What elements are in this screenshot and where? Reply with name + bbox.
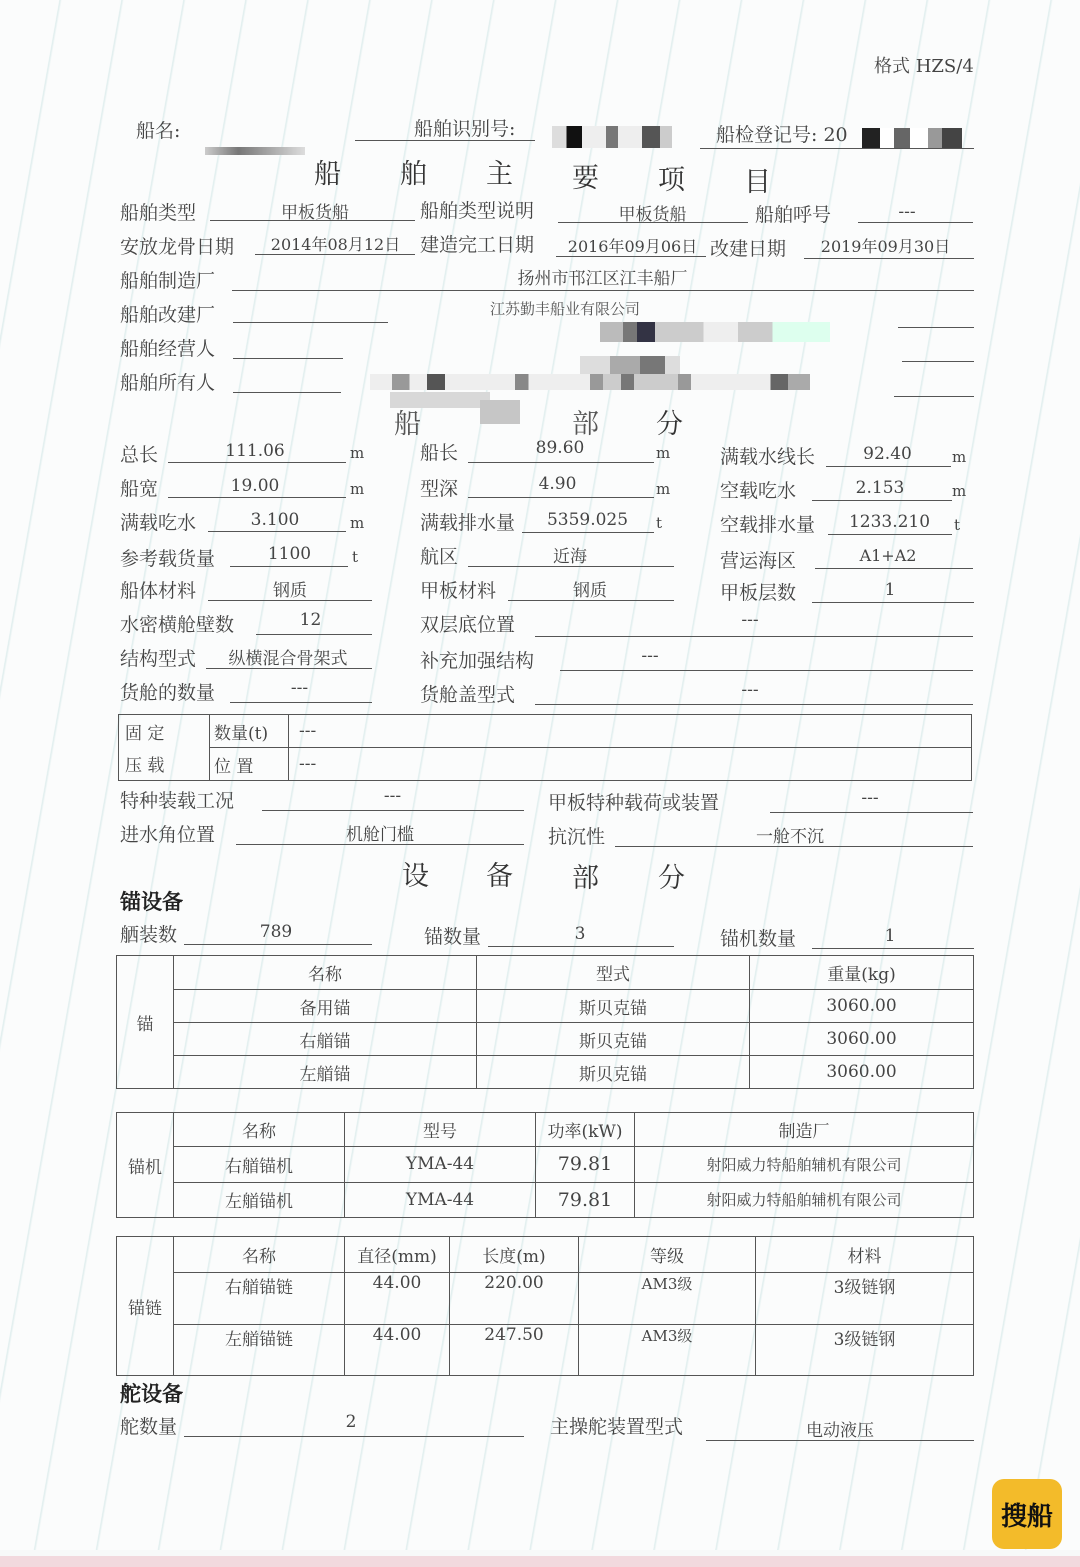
anchor-weight: 3060.00 xyxy=(750,1056,974,1089)
chains-header-length: 长度(m) xyxy=(450,1237,579,1273)
deck-material-underline xyxy=(508,600,674,601)
rudder-count-label: 舵数量 xyxy=(120,1416,178,1438)
holds-underline xyxy=(230,702,372,703)
lwl-underline xyxy=(826,466,951,467)
table-row xyxy=(117,1023,974,1056)
ship-type-value: 甲板货船 xyxy=(281,203,349,223)
redacted-hull-title xyxy=(480,400,520,424)
call-sign-value: --- xyxy=(898,202,916,222)
anchor-type: 斯贝克锚 xyxy=(477,1023,750,1056)
full-displacement-label: 满载排水量 xyxy=(420,512,516,534)
windlass-model: YMA-44 xyxy=(345,1147,536,1183)
full-draft-value: 3.100 xyxy=(250,510,300,530)
chain-length: 247.50 xyxy=(450,1324,579,1376)
anchor-count-label: 锚数量 xyxy=(424,926,482,948)
windlass-power: 79.81 xyxy=(536,1147,635,1183)
structure-label: 结构型式 xyxy=(120,648,197,670)
deck-material-value: 钢质 xyxy=(573,581,607,601)
ballast-label-bottom: 压 载 xyxy=(119,748,210,781)
ref-cargo-value: 1100 xyxy=(267,544,312,564)
chains-table xyxy=(116,1236,974,1376)
equipment-number-underline xyxy=(184,944,372,945)
reinforcement-label: 补充加强结构 xyxy=(420,650,535,672)
ref-cargo-label: 参考载货量 xyxy=(120,548,216,570)
main-title-6: 目 xyxy=(744,167,771,198)
chain-material: 3级链钢 xyxy=(756,1324,974,1376)
table-row xyxy=(117,1324,974,1376)
depth-value: 4.90 xyxy=(538,474,577,494)
rebuilder-value: 江苏勤丰船业有限公司 xyxy=(490,300,641,318)
chain-diameter: 44.00 xyxy=(345,1324,450,1376)
operator-label: 船舶经营人 xyxy=(120,338,216,360)
anchor-type: 斯贝克锚 xyxy=(477,1056,750,1089)
rebuilder-underline xyxy=(233,322,388,323)
hull-material-value: 钢质 xyxy=(273,581,307,601)
chains-group-label: 锚链 xyxy=(117,1237,174,1376)
chain-length: 220.00 xyxy=(450,1273,579,1325)
bulkheads-underline xyxy=(256,634,372,635)
navigation-area-value: 近海 xyxy=(553,547,587,567)
bulkheads-label: 水密横舱壁数 xyxy=(120,614,235,636)
windlasses-header-power: 功率(kW) xyxy=(536,1113,635,1147)
anchors-header-weight: 重量(kg) xyxy=(750,956,974,990)
windlass-name: 右艏锚机 xyxy=(174,1147,345,1183)
light-displacement-label: 空载排水量 xyxy=(720,514,816,536)
redacted-operator xyxy=(600,322,830,342)
redacted-ship-id xyxy=(552,126,672,148)
chains-header-name: 名称 xyxy=(174,1237,345,1273)
ballast-pos-label: 位 置 xyxy=(210,748,289,781)
double-bottom-value: --- xyxy=(741,610,759,630)
ballast-label-top: 固 定 xyxy=(119,715,210,748)
holds-label: 货舱的数量 xyxy=(120,682,216,704)
owner-underline xyxy=(233,392,341,393)
ballast-pos-value: --- xyxy=(289,748,972,781)
equipment-title-3: 部 xyxy=(572,863,599,894)
flooding-point-underline xyxy=(236,844,524,845)
windlasses-header-maker: 制造厂 xyxy=(635,1113,974,1147)
breadth-value: 19.00 xyxy=(230,476,280,496)
deck-count-underline xyxy=(812,602,974,603)
completion-date-label: 建造完工日期 xyxy=(420,234,535,256)
hull-material-underline xyxy=(208,600,372,601)
hatch-type-underline xyxy=(535,704,973,705)
operating-area-value: A1+A2 xyxy=(859,546,917,565)
unsinkability-label: 抗沉性 xyxy=(548,826,606,848)
rudder-equipment-heading: 舵设备 xyxy=(120,1382,183,1406)
ballast-qty-value: --- xyxy=(289,715,972,748)
deck-special-label: 甲板特种载荷或装置 xyxy=(548,792,720,814)
full-draft-label: 满载吃水 xyxy=(120,512,197,534)
chain-name: 右艏锚链 xyxy=(174,1273,345,1325)
windlass-count-underline xyxy=(812,948,974,949)
keel-date-label: 安放龙骨日期 xyxy=(120,236,235,258)
owner-label: 船舶所有人 xyxy=(120,372,216,394)
deck-special-underline xyxy=(770,812,973,813)
steering-type-value: 电动液压 xyxy=(806,1421,874,1441)
lbp-underline xyxy=(468,462,654,463)
reinforcement-underline xyxy=(560,670,973,671)
anchor-name: 左艏锚 xyxy=(174,1056,477,1089)
redacted-operator-2 xyxy=(580,356,680,374)
lwl-value: 92.40 xyxy=(863,444,912,464)
windlasses-group-label: 锚机 xyxy=(117,1113,174,1218)
loa-unit: m xyxy=(350,444,365,462)
deck-count-label: 甲板层数 xyxy=(720,582,797,604)
main-title-4: 要 xyxy=(572,163,599,194)
ship-type-desc-underline xyxy=(558,222,748,223)
depth-label: 型深 xyxy=(420,478,459,500)
light-displacement-underline xyxy=(828,534,952,535)
table-row xyxy=(117,1147,974,1183)
windlass-power: 79.81 xyxy=(536,1182,635,1218)
special-loading-value: --- xyxy=(383,786,402,806)
unsinkability-value: 一舱不沉 xyxy=(756,827,824,847)
main-title-1: 船 xyxy=(314,159,341,190)
hull-title-1: 船 xyxy=(394,409,421,440)
anchors-header-type: 型式 xyxy=(477,956,750,990)
table-row xyxy=(117,1182,974,1218)
hatch-type-label: 货舱盖型式 xyxy=(420,684,516,706)
steering-type-underline xyxy=(706,1440,974,1441)
builder-underline xyxy=(232,290,974,291)
breadth-underline xyxy=(168,497,346,498)
double-bottom-label: 双层底位置 xyxy=(420,614,516,636)
ship-name-label: 船名: xyxy=(136,120,181,142)
table-row xyxy=(117,990,974,1023)
anchor-type: 斯贝克锚 xyxy=(477,990,750,1023)
ship-type-desc-label: 船舶类型说明 xyxy=(420,200,535,222)
rebuild-date-underline xyxy=(804,258,974,259)
ref-cargo-unit: t xyxy=(352,548,359,566)
hatch-type-value: --- xyxy=(741,680,759,700)
table-row xyxy=(117,1056,974,1089)
hull-material-label: 船体材料 xyxy=(120,580,197,602)
chain-diameter: 44.00 xyxy=(345,1273,450,1325)
ship-type-desc-value: 甲板货船 xyxy=(618,205,687,225)
light-draft-unit: m xyxy=(952,482,967,500)
redacted-ship-name xyxy=(205,147,305,155)
windlass-count-label: 锚机数量 xyxy=(720,928,797,950)
windlasses-header-model: 型号 xyxy=(345,1113,536,1147)
chain-material: 3级链钢 xyxy=(756,1273,974,1325)
rebuilder-underline-right xyxy=(898,327,974,328)
anchor-name: 右艏锚 xyxy=(174,1023,477,1056)
windlass-name: 左艏锚机 xyxy=(174,1182,345,1218)
navigation-area-label: 航区 xyxy=(420,546,459,568)
windlass-maker: 射阳威力特船舶辅机有限公司 xyxy=(635,1182,974,1218)
builder-value: 扬州市邗江区江丰船厂 xyxy=(517,269,688,289)
full-displacement-underline xyxy=(522,532,654,533)
rudder-count-value: 2 xyxy=(345,1412,357,1432)
navigation-area-underline xyxy=(468,566,674,567)
call-sign-underline xyxy=(858,222,973,223)
equipment-title-2: 备 xyxy=(486,861,513,892)
chain-grade: AM3级 xyxy=(579,1324,756,1376)
registration-label: 船检登记号: 20 xyxy=(716,124,848,146)
rebuild-date-value: 2019年09月30日 xyxy=(820,237,951,256)
table-row xyxy=(117,1273,974,1325)
full-displacement-value: 5359.025 xyxy=(546,510,629,530)
hull-title-3: 部 xyxy=(572,409,599,440)
anchor-weight: 3060.00 xyxy=(750,1023,974,1056)
chains-header-diameter: 直径(mm) xyxy=(345,1237,450,1273)
format-code: 格式 HZS/4 xyxy=(874,56,974,77)
flooding-point-label: 进水角位置 xyxy=(120,824,216,846)
operator-underline xyxy=(233,358,343,359)
bulkheads-value: 12 xyxy=(299,610,322,630)
light-displacement-value: 1233.210 xyxy=(848,512,931,532)
light-displacement-unit: t xyxy=(954,516,961,534)
ballast-qty-label: 数量(t) xyxy=(210,715,289,748)
equipment-number-label: 舾装数 xyxy=(120,924,178,946)
redacted-registration xyxy=(862,128,962,148)
main-title-3: 主 xyxy=(486,159,513,190)
chain-name: 左艏锚链 xyxy=(174,1324,345,1376)
light-draft-value: 2.153 xyxy=(855,478,905,498)
lwl-label: 满载水线长 xyxy=(720,446,816,468)
deck-special-value: --- xyxy=(861,788,879,808)
anchors-header-name: 名称 xyxy=(174,956,477,990)
breadth-unit: m xyxy=(350,480,365,498)
ship-type-underline xyxy=(210,220,415,221)
ref-cargo-underline xyxy=(230,566,348,567)
completion-date-value: 2016年09月06日 xyxy=(567,237,698,256)
special-loading-label: 特种装载工况 xyxy=(120,790,235,812)
keel-date-underline xyxy=(255,254,415,255)
anchors-group-label: 锚 xyxy=(117,956,174,1089)
owner-underline-right xyxy=(894,396,974,397)
anchor-count-underline xyxy=(488,946,674,947)
equipment-title-1: 设 xyxy=(402,861,429,892)
hull-title-4: 分 xyxy=(656,409,683,440)
rebuild-date-label: 改建日期 xyxy=(710,238,787,260)
deck-material-label: 甲板材料 xyxy=(420,580,497,602)
special-loading-underline xyxy=(262,810,524,811)
anchor-name: 备用锚 xyxy=(174,990,477,1023)
anchor-count-value: 3 xyxy=(574,924,586,944)
rudder-count-underline xyxy=(184,1436,524,1437)
chains-header-material: 材料 xyxy=(756,1237,974,1273)
operating-area-underline xyxy=(815,568,973,569)
flooding-point-value: 机舱门槛 xyxy=(346,825,414,845)
ship-id-label: 船舶识别号: xyxy=(414,118,516,140)
equipment-title-4: 分 xyxy=(658,863,685,894)
full-draft-unit: m xyxy=(350,514,365,532)
loa-label: 总长 xyxy=(120,444,159,466)
completion-date-underline xyxy=(556,256,706,257)
anchor-weight: 3060.00 xyxy=(750,990,974,1023)
full-displacement-unit: t xyxy=(656,514,663,532)
registration-underline xyxy=(700,148,974,149)
loa-value: 111.06 xyxy=(225,441,285,461)
page-bottom-edge xyxy=(0,1556,1080,1567)
anchors-table xyxy=(116,955,974,1089)
keel-date-value: 2014年08月12日 xyxy=(270,235,401,254)
windlass-maker: 射阳威力特船舶辅机有限公司 xyxy=(635,1147,974,1183)
anchor-equipment-heading: 锚设备 xyxy=(120,890,183,914)
main-title-2: 舶 xyxy=(400,159,427,190)
ship-type-label: 船舶类型 xyxy=(120,202,197,224)
reinforcement-value: --- xyxy=(641,646,659,666)
main-title-5: 项 xyxy=(658,165,685,196)
lbp-value: 89.60 xyxy=(535,438,585,458)
double-bottom-underline xyxy=(535,636,973,637)
loa-underline xyxy=(168,462,346,463)
call-sign-label: 船舶呼号 xyxy=(755,204,832,226)
windlass-model: YMA-44 xyxy=(345,1182,536,1218)
operator-underline-right xyxy=(902,361,974,362)
unsinkability-underline xyxy=(615,846,973,847)
lbp-label: 船长 xyxy=(420,442,459,464)
windlasses-table xyxy=(116,1112,974,1218)
ballast-table xyxy=(118,714,972,781)
light-draft-label: 空载吃水 xyxy=(720,480,797,502)
full-draft-underline xyxy=(208,531,346,532)
deck-count-value: 1 xyxy=(884,580,896,600)
redacted-owner xyxy=(370,374,810,390)
depth-unit: m xyxy=(656,480,671,498)
lbp-unit: m xyxy=(656,444,671,462)
steering-type-label: 主操舵装置型式 xyxy=(550,1416,684,1438)
light-draft-underline xyxy=(812,500,952,501)
watermark-logo: 搜船 xyxy=(992,1479,1062,1549)
operating-area-label: 营运海区 xyxy=(720,550,797,572)
depth-underline xyxy=(468,497,654,498)
windlass-count-value: 1 xyxy=(884,926,896,946)
chain-grade: AM3级 xyxy=(579,1273,756,1325)
chains-header-grade: 等级 xyxy=(579,1237,756,1273)
equipment-number-value: 789 xyxy=(259,922,293,942)
breadth-label: 船宽 xyxy=(120,478,159,500)
structure-underline xyxy=(206,668,372,669)
rebuilder-label: 船舶改建厂 xyxy=(120,304,216,326)
builder-label: 船舶制造厂 xyxy=(120,270,216,292)
holds-value: --- xyxy=(290,678,309,698)
structure-value: 纵横混合骨架式 xyxy=(228,649,348,669)
windlasses-header-name: 名称 xyxy=(174,1113,345,1147)
lwl-unit: m xyxy=(952,448,967,466)
